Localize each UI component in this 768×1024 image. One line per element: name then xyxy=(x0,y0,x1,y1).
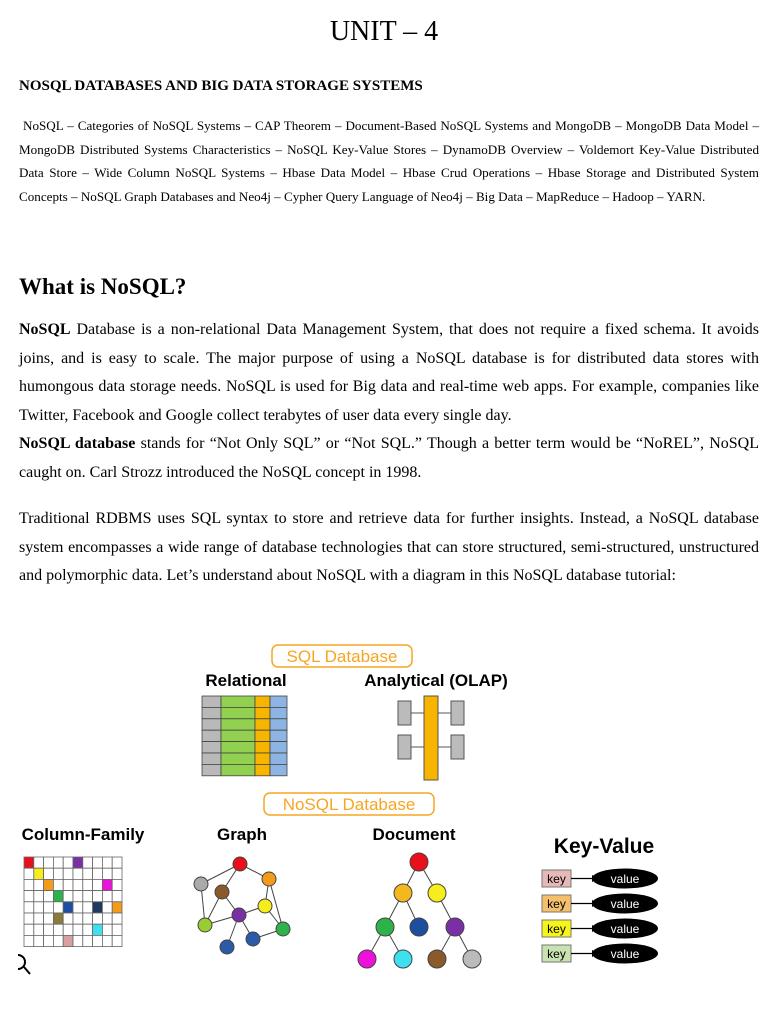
magnifier-icon xyxy=(18,955,30,974)
sql-database-label: SQL Database xyxy=(286,647,398,666)
section-title: NOSQL DATABASES AND BIG DATA STORAGE SYSTEMS xyxy=(19,78,423,94)
unit-title: UNIT – 4 xyxy=(329,16,439,47)
syllabus-paragraph: NoSQL – Categories of NoSQL Systems – CAP Theorem – Document-Based NoSQL Systems and MongoDB – MongoDB Data Model – MongoDB Distributed Systems Characteristics – NoSQL Key-Value Stores – DynamoDB Overview – Voldemort Key-Value Distributed Data Store – Wide Column NoSQL Systems – Hbase Data Model – Hbase Crud Operations – Hbase Storage and Distributed System Concepts – NoSQL Graph Databases and Neo4j – Cypher Query Language of Neo4j – Big Data – MapReduce – Hadoop – YARN. xyxy=(19,118,759,204)
definition-text-2: stands for “Not Only SQL” or “Not SQL.” Though a better term would be “NoREL”, NoSQL caught on. Carl Strozz introduced the NoSQL concept in 1998. xyxy=(19,435,760,481)
key-text: key xyxy=(547,947,566,961)
value-text: value xyxy=(610,922,640,936)
rdbms-paragraph: Traditional RDBMS uses SQL syntax to store and retrieve data for further insights. Instead, a NoSQL database system encompasses a wide range of database technologies that can store structured, semi-structured, unstructured and polymorphic data. Let’s understand about NoSQL with a diagram in this NoSQL database tutorial: xyxy=(19,510,759,585)
value-text: value xyxy=(610,872,640,886)
syllabus-text xyxy=(19,114,759,208)
key-text: key xyxy=(547,897,566,911)
graph-label: Graph xyxy=(216,825,268,844)
lead-term-2: NoSQL database xyxy=(19,435,136,453)
relational-table-icon xyxy=(202,696,287,776)
key-text: key xyxy=(547,922,566,936)
value-text: value xyxy=(610,947,640,961)
nosql-diagram xyxy=(0,640,768,1024)
nosql-database-label: NoSQL Database xyxy=(282,795,416,814)
column-family-grid-icon xyxy=(24,857,122,947)
document-tree-icon xyxy=(358,853,481,968)
analytical-label: Analytical (OLAP) xyxy=(364,671,508,690)
nosql-definition-paragraph xyxy=(19,316,759,488)
value-text: value xyxy=(610,897,640,911)
lead-term: NoSQL xyxy=(19,321,71,338)
document-label: Document xyxy=(372,825,456,844)
relational-label: Relational xyxy=(205,671,287,690)
definition-text: Database is a non-relational Data Management System, that does not require a fixed schema. It avoids joins, and is easy to scale. The major purpose of using a NoSQL database is for distributed data stores with humongous data storage needs. NoSQL is used for Big data and real-time web apps. For example, companies like Twitter, Facebook and Google collect terabytes of user data every single day. xyxy=(19,321,759,424)
column-family-label: Column-Family xyxy=(21,825,145,844)
key-value-label: Key-Value xyxy=(553,835,655,858)
page-heading: What is NoSQL? xyxy=(19,274,187,299)
key-text: key xyxy=(547,872,566,886)
olap-icon xyxy=(398,696,464,780)
graph-icon xyxy=(194,857,290,954)
key-value-icon xyxy=(542,869,658,964)
